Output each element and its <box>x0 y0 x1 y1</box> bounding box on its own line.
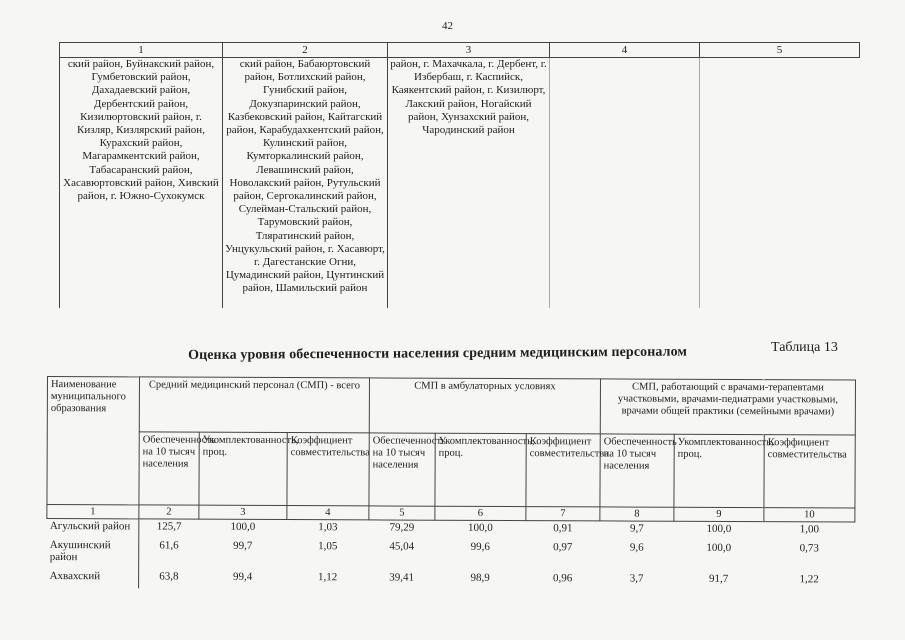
cell-value: 1,12 <box>317 571 338 584</box>
subheader-coefficient: Коэффициент совместительства <box>764 435 855 508</box>
continuation-cell <box>700 58 860 309</box>
table-13-wrapper <box>46 376 856 592</box>
cell-municipality: Агульский район <box>47 519 139 539</box>
column-number: 9 <box>674 507 764 521</box>
cell-value: 100,0 <box>199 519 287 539</box>
column-number: 5 <box>369 506 435 520</box>
continuation-row <box>60 58 860 309</box>
subheader-provision: Обеспеченность на 10 тысяч населения <box>139 432 199 505</box>
continuation-table <box>59 42 860 308</box>
cell-value: 61,6 <box>139 538 199 569</box>
table-row <box>47 569 855 592</box>
column-number: 4 <box>287 506 369 520</box>
table-subheader-row <box>47 432 855 509</box>
cell-value: 1,03 <box>287 520 369 540</box>
continuation-header-cell: 2 <box>223 43 388 58</box>
group-header-smp-with-therapists: СМП, работающий с врачами-терапевтами участковыми, врачами-педиатрами участковыми, врачами общей практики (семейными врачами) <box>600 379 855 435</box>
table-label: Таблица 13 <box>771 340 838 355</box>
cell-municipality: Акушинский район <box>49 539 111 564</box>
column-number: 3 <box>199 505 287 519</box>
continuation-header-cell: 3 <box>388 43 550 58</box>
column-number: 6 <box>435 506 526 520</box>
cell-value: 39,41 <box>389 571 415 584</box>
column-number: 7 <box>526 507 600 521</box>
page-number: 42 <box>442 20 453 32</box>
column-number: 8 <box>600 507 674 521</box>
cell-value: 1,05 <box>318 540 338 553</box>
continuation-cell: ский район, Буйнакский район, Гумбетовский район, Дахадаевский район, Дербентский район, Кизилюртовский район, г. Кизляр, Кизлярский район, Курахский район, Магарамкентский район, Табасаранский район, Хасавюртовский район, Хивский район, г. Южно-Сухокумск <box>60 58 223 309</box>
continuation-cell: район, г. Махачкала, г. Дербент, г. Избербаш, г. Каспийск, Каякентский район, г. Кизилюрт, Лакский район, Ногайский район, Хунзахский район, Чародинский район <box>388 58 550 309</box>
cell-value: 45,04 <box>389 540 415 553</box>
subheader-staffing: Укомплектованность, проц. <box>435 433 526 506</box>
cell-value: 9,7 <box>600 521 674 541</box>
table-row <box>47 538 855 573</box>
subheader-provision: Обеспеченность на 10 тысяч населения <box>600 434 674 507</box>
cell-value: 0,73 <box>799 542 819 555</box>
continuation-header-cell: 1 <box>60 43 223 58</box>
group-header-smp-ambulatory: СМП в амбулаторных условиях <box>369 378 600 434</box>
cell-value: 0,91 <box>526 521 600 541</box>
cell-value: 3,7 <box>629 572 644 585</box>
continuation-header-cell: 5 <box>700 43 860 58</box>
column-number: 10 <box>764 508 855 522</box>
continuation-header-cell: 4 <box>550 43 700 58</box>
cell-value: 100,0 <box>435 520 526 540</box>
continuation-cell: ский район, Бабаюртовский район, Ботлихский район, Гунибский район, Докузпаринский район, Казбековский район, Кайтагский район, Карабудахкентский район, Кулинский район, Кумторкалинский район, Левашинский район, Новолакский район, Рутульский район, Сергокалинский район, Сулейман-Стальский район, Тарумовский район, Тляратинский район, Унцукульский район, г. Хасавюрт, г. Дагестанские Огни, Цумадинский район, Цунтинский район, Шамильский район <box>223 58 388 309</box>
cell-value: 79,29 <box>369 520 435 540</box>
col-header-name: Наименование муниципального образования <box>47 377 140 505</box>
subheader-coefficient: Коэффициент совместительства <box>287 433 369 506</box>
table-title: Оценка уровня обеспеченности населения средним медицинским персоналом <box>188 344 688 363</box>
column-number: 2 <box>139 505 199 519</box>
cell-value: 9,6 <box>629 541 644 554</box>
subheader-staffing: Укомплектованность, проц. <box>199 432 287 505</box>
subheader-staffing: Укомплектованность, проц. <box>674 434 764 507</box>
cell-value: 63,8 <box>139 569 199 588</box>
subheader-coefficient: Коэффициент совместительства <box>526 434 600 507</box>
subheader-provision: Обеспеченность на 10 тысяч населения <box>369 433 435 506</box>
cell-value: 99,7 <box>233 539 253 552</box>
cell-value: 1,00 <box>764 522 855 542</box>
continuation-header-row <box>60 43 860 58</box>
cell-value: 99,4 <box>232 570 253 583</box>
cell-value: 0,97 <box>553 541 573 554</box>
cell-value: 98,9 <box>470 571 490 584</box>
column-number: 1 <box>47 505 139 519</box>
cell-value: 125,7 <box>139 519 199 539</box>
cell-value: 100,0 <box>674 521 764 541</box>
group-header-smp-total: Средний медицинский персонал (СМП) - всего <box>139 377 369 433</box>
cell-value: 100,0 <box>706 541 732 554</box>
cell-municipality: Ахвахский <box>49 570 101 583</box>
continuation-cell <box>550 58 700 309</box>
cell-value: 1,22 <box>799 573 819 586</box>
table-13 <box>46 376 856 592</box>
table-group-header-row <box>47 377 855 436</box>
cell-value: 91,7 <box>708 572 729 585</box>
cell-value: 0,96 <box>552 572 573 585</box>
cell-value: 99,6 <box>470 540 490 553</box>
